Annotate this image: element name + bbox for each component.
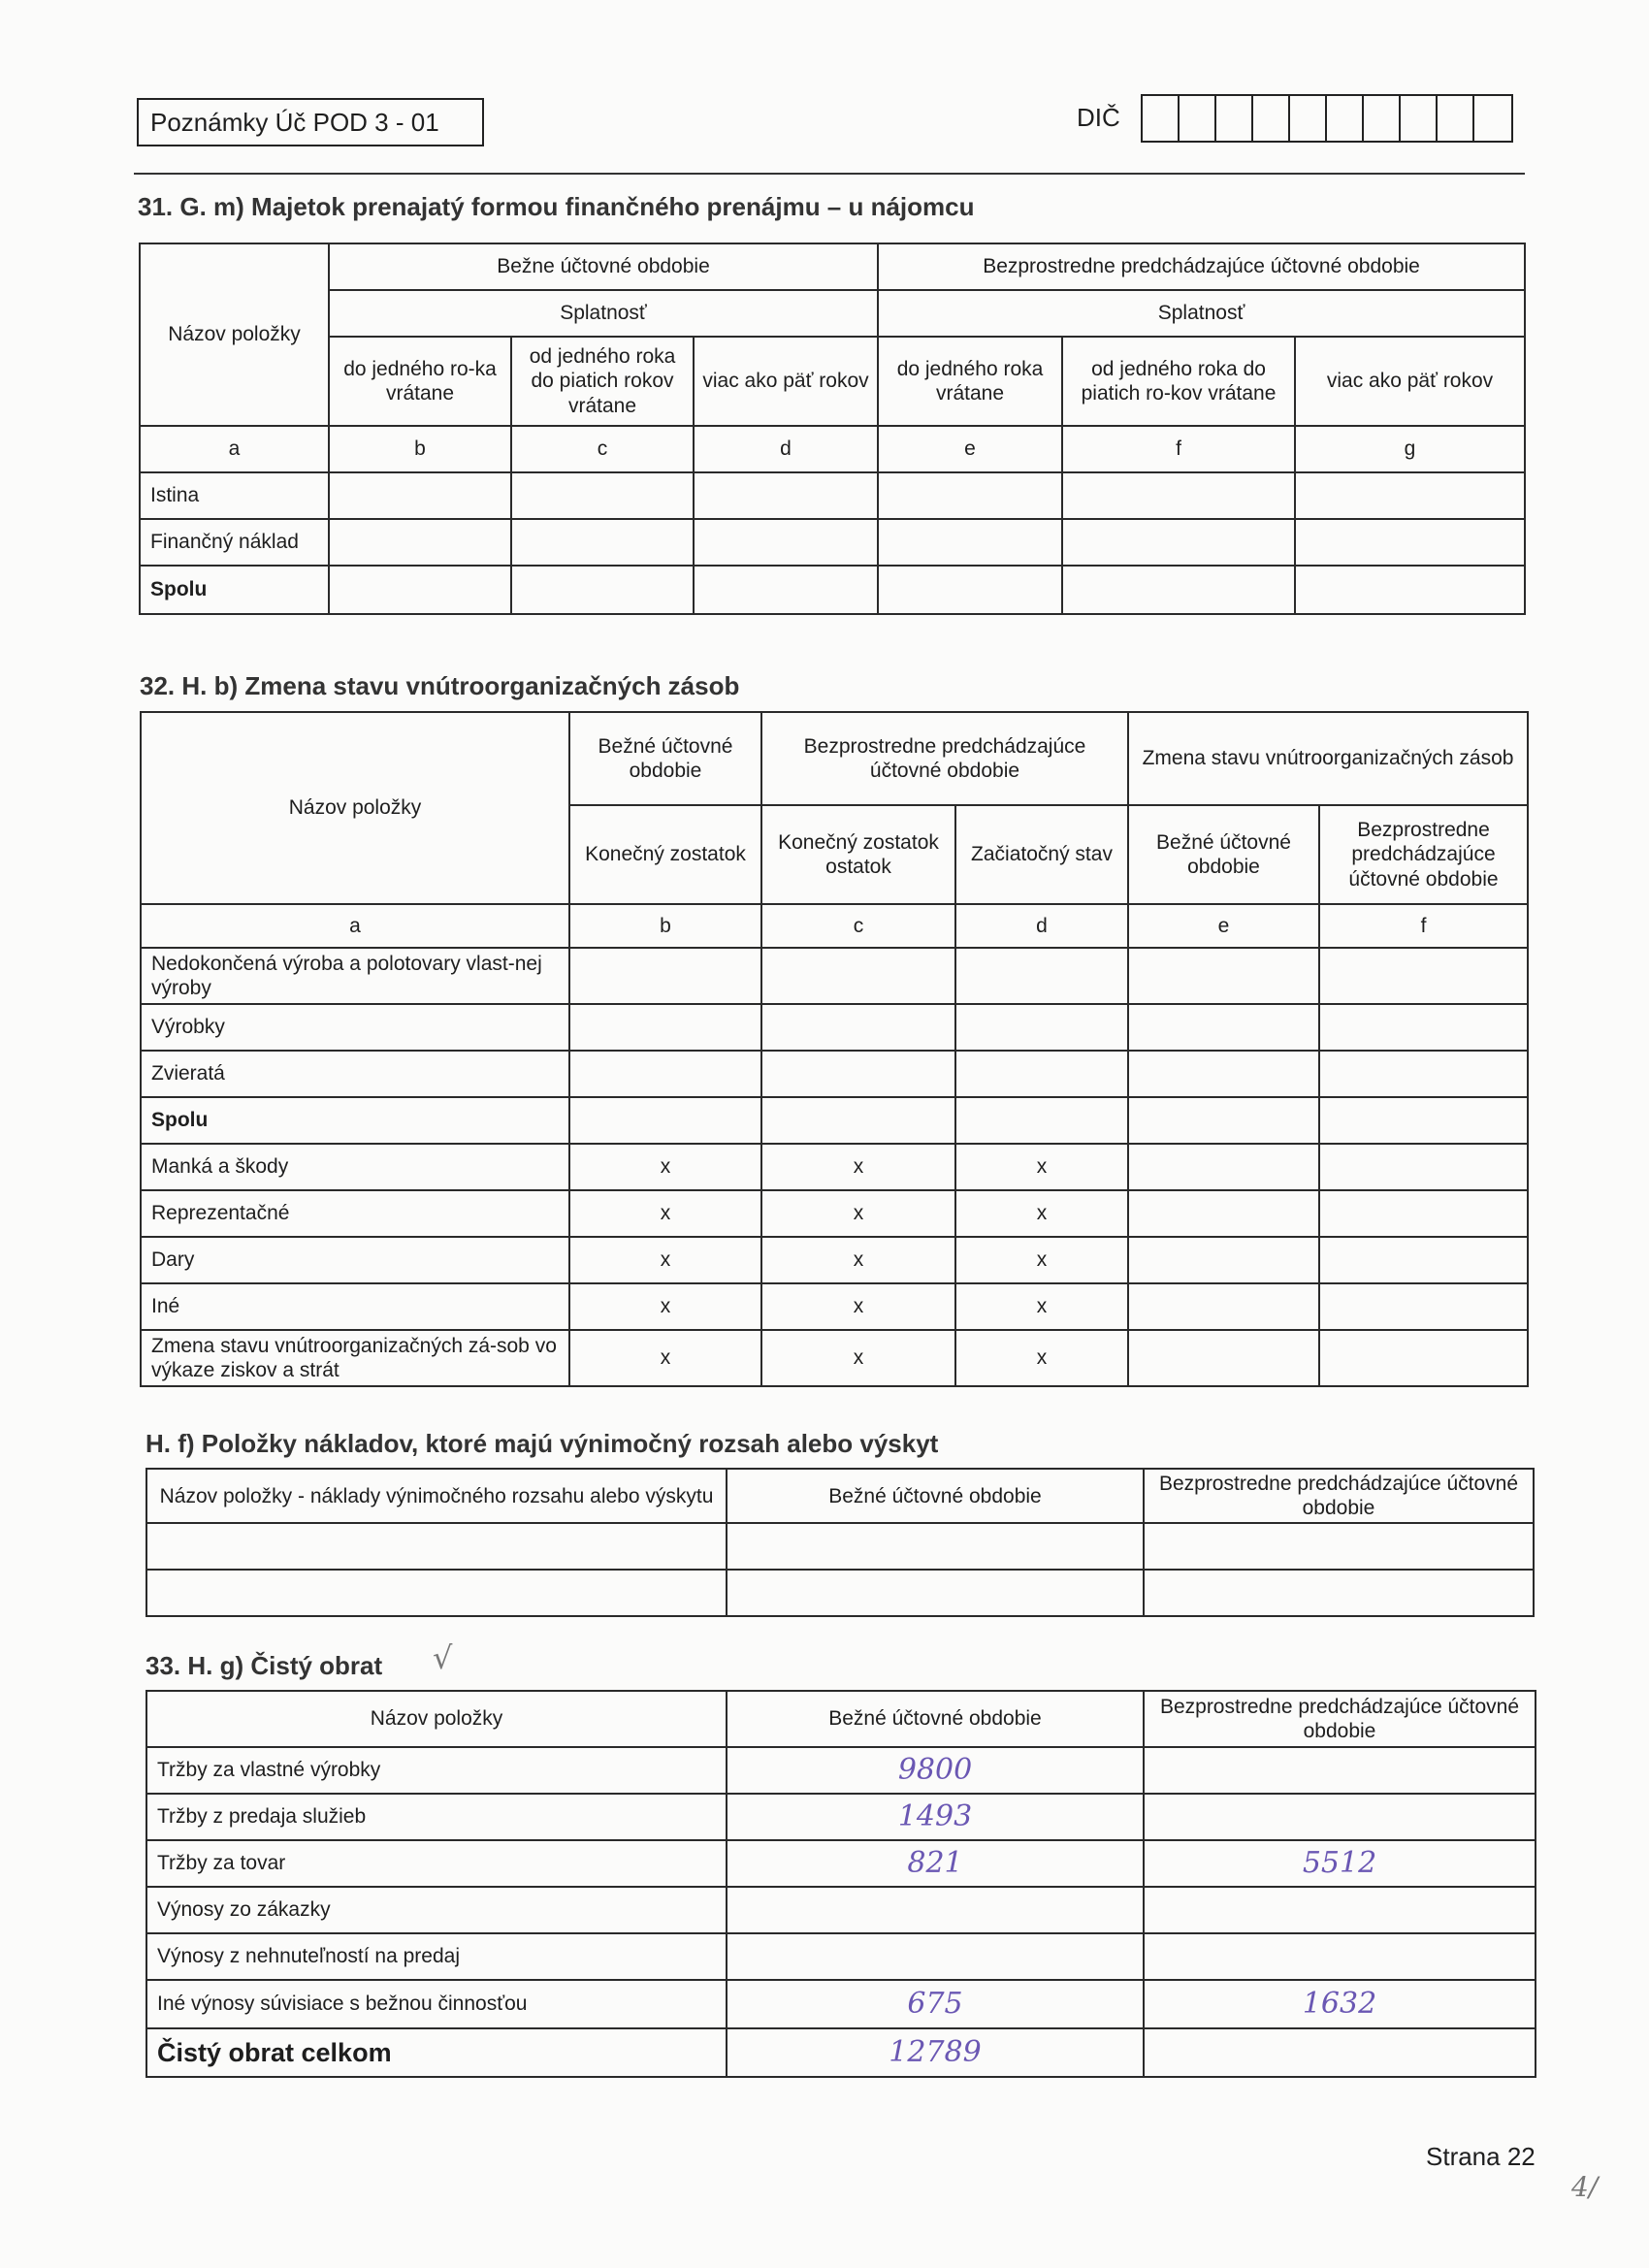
table-row xyxy=(141,1004,1528,1051)
row-label: Tržby za vlastné výrobky xyxy=(146,1747,727,1794)
column-letter: a xyxy=(141,904,569,948)
input-cell[interactable] xyxy=(511,566,694,614)
current-value[interactable] xyxy=(727,1933,1144,1980)
col-header-splatnost-prev: Splatnosť xyxy=(878,290,1525,337)
input-cell[interactable] xyxy=(1128,1144,1319,1190)
input-cell[interactable] xyxy=(761,948,955,1004)
previous-value[interactable] xyxy=(1144,1887,1536,1933)
current-value[interactable]: 9800 xyxy=(727,1747,1144,1794)
table-row xyxy=(146,1523,1534,1570)
input-cell[interactable] xyxy=(1319,1097,1528,1144)
col-header-e: Bežné účtovné obdobie xyxy=(1128,805,1319,904)
form-label: Poznámky Úč POD 3 - 01 xyxy=(137,98,484,146)
col-header-name: Názov položky xyxy=(140,243,329,426)
section-33-table xyxy=(146,1690,1536,2078)
dic-digit-box[interactable] xyxy=(1253,96,1290,141)
x-mark: x xyxy=(569,1330,761,1386)
section-31-table xyxy=(139,243,1526,615)
dic-digit-box[interactable] xyxy=(1474,96,1511,141)
x-mark: x xyxy=(569,1237,761,1283)
input-cell[interactable] xyxy=(569,1004,761,1051)
x-mark: x xyxy=(955,1283,1128,1330)
col-header-name: Názov položky xyxy=(146,1691,727,1747)
col-header-c: Konečný zostatok ostatok xyxy=(761,805,955,904)
col-header-g: viac ako päť rokov xyxy=(1295,337,1525,426)
col-header-b: Konečný zostatok xyxy=(569,805,761,904)
row-label: Istina xyxy=(140,472,329,519)
table-row xyxy=(141,1144,1528,1190)
column-letter: c xyxy=(511,426,694,472)
row-label: Finančný náklad xyxy=(140,519,329,566)
column-letter: g xyxy=(1295,426,1525,472)
previous-value[interactable]: 1632 xyxy=(1144,1980,1536,2028)
input-cell[interactable] xyxy=(694,566,878,614)
input-cell[interactable] xyxy=(694,519,878,566)
input-cell[interactable] xyxy=(761,1097,955,1144)
col-header-d: viac ako päť rokov xyxy=(694,337,878,426)
col-header-previous: Bezprostredne predchádzajúce účtovné obdobie xyxy=(1144,1691,1536,1747)
dic-digit-box[interactable] xyxy=(1401,96,1438,141)
col-header-e: do jedného roka vrátane xyxy=(878,337,1062,426)
input-cell[interactable] xyxy=(955,1097,1128,1144)
input-cell[interactable] xyxy=(1144,1570,1534,1616)
row-label: Tržby z predaja služieb xyxy=(146,1794,727,1840)
input-cell[interactable] xyxy=(1319,1004,1528,1051)
current-value[interactable]: 1493 xyxy=(727,1794,1144,1840)
input-cell[interactable] xyxy=(1319,1144,1528,1190)
input-cell[interactable] xyxy=(761,1051,955,1097)
section-hf-table xyxy=(146,1468,1535,1617)
previous-value[interactable] xyxy=(1144,1794,1536,1840)
input-cell[interactable] xyxy=(569,1097,761,1144)
x-mark: x xyxy=(569,1283,761,1330)
x-mark: x xyxy=(761,1283,955,1330)
input-cell[interactable] xyxy=(569,1051,761,1097)
col-header-current: Bežné účtovné obdobie xyxy=(727,1691,1144,1747)
table-row xyxy=(141,1051,1528,1097)
x-mark: x xyxy=(761,1144,955,1190)
input-cell[interactable] xyxy=(1319,1190,1528,1237)
x-mark: x xyxy=(569,1144,761,1190)
dic-digit-box[interactable] xyxy=(1180,96,1216,141)
dic-label: DIČ xyxy=(1077,103,1120,132)
table-row xyxy=(146,1840,1536,1887)
x-mark: x xyxy=(761,1190,955,1237)
table-row xyxy=(140,472,1525,519)
table-row xyxy=(146,1933,1536,1980)
input-cell[interactable] xyxy=(1295,472,1525,519)
col-header-f: Bezprostredne predchádzajúce účtovné obdobie xyxy=(1319,805,1528,904)
input-cell[interactable] xyxy=(955,1051,1128,1097)
input-cell[interactable] xyxy=(878,566,1062,614)
input-cell[interactable] xyxy=(1128,1004,1319,1051)
table-row xyxy=(141,1330,1528,1386)
row-label: Spolu xyxy=(140,566,329,614)
table-row xyxy=(141,1097,1528,1144)
input-cell[interactable] xyxy=(955,1004,1128,1051)
section-33-title: 33. H. g) Čistý obrat xyxy=(146,1651,383,1680)
input-cell[interactable] xyxy=(511,519,694,566)
section-31-title: 31. G. m) Majetok prenajatý formou finančného prenájmu – u nájomcu xyxy=(138,192,975,221)
input-cell[interactable] xyxy=(1319,1237,1528,1283)
table-row xyxy=(146,1980,1536,2028)
header-divider xyxy=(134,173,1525,175)
input-cell[interactable] xyxy=(1319,1330,1528,1386)
input-cell[interactable] xyxy=(1062,519,1295,566)
input-cell[interactable] xyxy=(1319,1051,1528,1097)
input-cell[interactable] xyxy=(1128,1283,1319,1330)
row-label: Zmena stavu vnútroorganizačných zá-sob vo výkaze ziskov a strát xyxy=(141,1330,569,1386)
input-cell[interactable] xyxy=(1062,566,1295,614)
input-cell[interactable] xyxy=(329,472,511,519)
current-value[interactable] xyxy=(727,1887,1144,1933)
dic-digit-box[interactable] xyxy=(1143,96,1180,141)
col-header-splatnost: Splatnosť xyxy=(329,290,878,337)
x-mark: x xyxy=(761,1330,955,1386)
col-header-f: od jedného roka do piatich ro-kov vrátane xyxy=(1062,337,1295,426)
table-row xyxy=(140,566,1525,614)
col-header-change: Zmena stavu vnútroorganizačných zásob xyxy=(1128,712,1528,805)
input-cell[interactable] xyxy=(878,519,1062,566)
table-row xyxy=(146,1794,1536,1840)
row-label: Iné výnosy súvisiace s bežnou činnosťou xyxy=(146,1980,727,2028)
dic-digit-box[interactable] xyxy=(1216,96,1253,141)
row-label-total: Čistý obrat celkom xyxy=(146,2028,727,2077)
column-letter: d xyxy=(694,426,878,472)
margin-scribble: 4/ xyxy=(1571,2171,1599,2203)
input-cell[interactable] xyxy=(1128,1097,1319,1144)
previous-value[interactable] xyxy=(1144,1933,1536,1980)
column-letter: e xyxy=(878,426,1062,472)
x-mark: x xyxy=(955,1237,1128,1283)
input-cell[interactable] xyxy=(1128,1051,1319,1097)
dic-input-boxes[interactable] xyxy=(1141,94,1513,143)
x-mark: x xyxy=(955,1144,1128,1190)
col-header-previous: Bezprostredne predchádzajúce účtovné obdobie xyxy=(878,243,1525,290)
x-mark: x xyxy=(955,1190,1128,1237)
dic-digit-box[interactable] xyxy=(1290,96,1327,141)
input-cell[interactable] xyxy=(1295,519,1525,566)
input-cell[interactable] xyxy=(511,472,694,519)
input-cell[interactable] xyxy=(1128,1190,1319,1237)
section-32-table xyxy=(140,711,1529,1387)
table-row xyxy=(140,519,1525,566)
dic-digit-box[interactable] xyxy=(1438,96,1474,141)
row-label: Výnosy zo zákazky xyxy=(146,1887,727,1933)
dic-digit-box[interactable] xyxy=(1364,96,1401,141)
previous-value[interactable] xyxy=(1144,1747,1536,1794)
current-value-total[interactable]: 12789 xyxy=(727,2028,1144,2077)
row-label: Spolu xyxy=(141,1097,569,1144)
table-row xyxy=(146,1570,1534,1616)
col-header-c: od jedného roka do piatich rokov vrátane xyxy=(511,337,694,426)
input-cell[interactable] xyxy=(1319,1283,1528,1330)
col-header-current: Bežné účtovné obdobie xyxy=(569,712,761,805)
current-value[interactable]: 675 xyxy=(727,1980,1144,2028)
input-cell[interactable] xyxy=(1128,1237,1319,1283)
dic-digit-box[interactable] xyxy=(1327,96,1364,141)
input-cell[interactable] xyxy=(146,1523,727,1570)
row-label: Manká a škody xyxy=(141,1144,569,1190)
col-header-current: Bežne účtovné obdobie xyxy=(329,243,878,290)
row-label: Iné xyxy=(141,1283,569,1330)
col-header-current: Bežné účtovné obdobie xyxy=(727,1469,1144,1523)
column-letter: d xyxy=(955,904,1128,948)
page-number: Strana 22 xyxy=(1426,2142,1536,2171)
section-32-title: 32. H. b) Zmena stavu vnútroorganizačných zásob xyxy=(140,671,740,700)
input-cell[interactable] xyxy=(1128,1330,1319,1386)
current-value[interactable]: 821 xyxy=(727,1840,1144,1887)
x-mark: x xyxy=(761,1237,955,1283)
input-cell[interactable] xyxy=(1128,948,1319,1004)
input-cell[interactable] xyxy=(727,1570,1144,1616)
table-row xyxy=(141,948,1528,1004)
check-mark: √ xyxy=(433,1639,453,1676)
column-letter: f xyxy=(1319,904,1528,948)
input-cell[interactable] xyxy=(1319,948,1528,1004)
col-header-name: Názov položky xyxy=(141,712,569,904)
input-cell[interactable] xyxy=(329,519,511,566)
col-header-d: Začiatočný stav xyxy=(955,805,1128,904)
column-letter: b xyxy=(329,426,511,472)
row-label: Výnosy z nehnuteľností na predaj xyxy=(146,1933,727,1980)
col-header-previous: Bezprostredne predchádzajúce účtovné obdobie xyxy=(761,712,1128,805)
input-cell[interactable] xyxy=(1144,1523,1534,1570)
table-row xyxy=(141,1283,1528,1330)
input-cell[interactable] xyxy=(694,472,878,519)
table-row xyxy=(146,1887,1536,1933)
col-header-name: Názov položky - náklady výnimočného rozsahu alebo výskytu xyxy=(146,1469,727,1523)
input-cell[interactable] xyxy=(329,566,511,614)
input-cell[interactable] xyxy=(146,1570,727,1616)
input-cell[interactable] xyxy=(727,1523,1144,1570)
column-letter: f xyxy=(1062,426,1295,472)
column-letter: a xyxy=(140,426,329,472)
table-row xyxy=(146,1747,1536,1794)
x-mark: x xyxy=(569,1190,761,1237)
column-letter: c xyxy=(761,904,955,948)
row-label: Zvieratá xyxy=(141,1051,569,1097)
table-row xyxy=(141,1237,1528,1283)
row-label: Nedokončená výroba a polotovary vlast-nej výroby xyxy=(141,948,569,1004)
column-letter: e xyxy=(1128,904,1319,948)
table-row xyxy=(141,1190,1528,1237)
table-row xyxy=(146,2028,1536,2077)
row-label: Výrobky xyxy=(141,1004,569,1051)
input-cell[interactable] xyxy=(569,948,761,1004)
x-mark: x xyxy=(955,1330,1128,1386)
col-header-previous: Bezprostredne predchádzajúce účtovné obdobie xyxy=(1144,1469,1534,1523)
input-cell[interactable] xyxy=(1062,472,1295,519)
input-cell[interactable] xyxy=(761,1004,955,1051)
input-cell[interactable] xyxy=(955,948,1128,1004)
section-hf-title: H. f) Položky nákladov, ktoré majú výnimočný rozsah alebo výskyt xyxy=(146,1429,939,1458)
row-label: Dary xyxy=(141,1237,569,1283)
col-header-b: do jedného ro-ka vrátane xyxy=(329,337,511,426)
input-cell[interactable] xyxy=(878,472,1062,519)
previous-value[interactable]: 5512 xyxy=(1144,1840,1536,1887)
row-label: Reprezentačné xyxy=(141,1190,569,1237)
input-cell[interactable] xyxy=(1295,566,1525,614)
row-label: Tržby za tovar xyxy=(146,1840,727,1887)
column-letter: b xyxy=(569,904,761,948)
previous-value-total[interactable] xyxy=(1144,2028,1536,2077)
